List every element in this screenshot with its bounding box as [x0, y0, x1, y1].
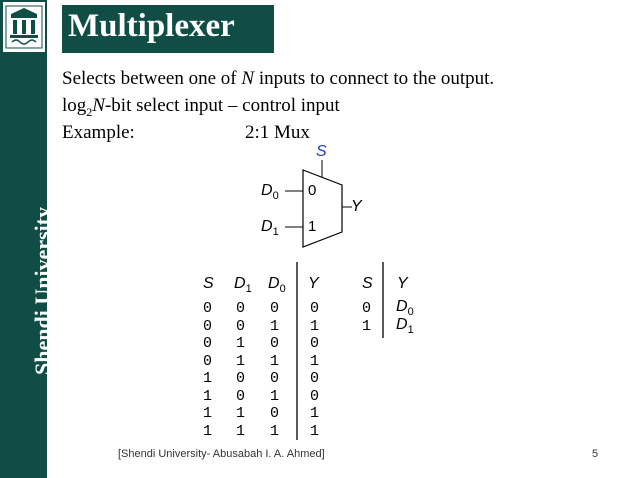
- truth-cell-d1: 0: [236, 300, 246, 317]
- truth-header-d1: $D_1$: [234, 275, 252, 296]
- compact-row-0-s: 0: [362, 300, 372, 317]
- page-number: 5: [592, 448, 599, 460]
- mux-input-1: 1: [308, 218, 317, 235]
- mux-d0-label: $D_0$: [261, 182, 279, 203]
- compact-row-1-s: 1: [362, 318, 372, 335]
- truth-cell-d0: 0: [270, 370, 280, 387]
- compact-header-s: S: [362, 275, 373, 292]
- truth-cell-d0: 0: [270, 300, 280, 317]
- truth-cell-d1: 1: [236, 405, 246, 422]
- truth-cell-y: 0: [310, 335, 320, 352]
- truth-cell-s: 0: [203, 352, 213, 370]
- truth-header-y: Y: [308, 275, 319, 292]
- truth-cell-s: 0: [203, 300, 213, 317]
- truth-cell-d1: 0: [236, 370, 246, 387]
- footer-text: [Shendi University- Abusabah I. A. Ahmed]: [118, 448, 325, 460]
- truth-cell-y: 1: [310, 405, 320, 422]
- line1-var: N: [241, 68, 255, 89]
- truth-cell-d1: 1: [236, 335, 246, 352]
- mux-select-label: S: [316, 143, 327, 160]
- truth-cell-d0: 1: [270, 387, 280, 405]
- truth-header-s: S: [203, 275, 214, 292]
- line3-value: 2:1 Mux: [245, 122, 310, 143]
- compact-row-1-y: $D_1$: [396, 316, 414, 337]
- truth-cell-d0: 1: [270, 352, 280, 370]
- truth-cell-s: 1: [203, 387, 213, 405]
- truth-cell-d1: 0: [236, 387, 246, 405]
- mux-d1-label: $D_1$: [261, 218, 279, 239]
- compact-row-0-y: $D_0$: [396, 298, 414, 319]
- mux-output-label: Y: [351, 198, 362, 215]
- truth-cell-d1: 1: [236, 352, 246, 370]
- truth-cell-d0: 1: [270, 422, 280, 440]
- truth-cell-y: 1: [310, 352, 320, 370]
- truth-cell-y: 1: [310, 422, 320, 440]
- sidebar-title: Shendi University: [30, 206, 55, 375]
- truth-cell-d0: 0: [270, 335, 280, 352]
- truth-cell-y: 0: [310, 300, 320, 317]
- slide-title: Multiplexer: [68, 8, 235, 44]
- compact-header-y: Y: [397, 275, 408, 292]
- line2-sub: 2: [86, 104, 93, 119]
- line2-post: -bit select input – control input: [104, 95, 340, 116]
- truth-cell-y: 0: [310, 370, 320, 387]
- line1-pre: Selects between one of: [62, 68, 242, 89]
- truth-cell-d0: 0: [270, 405, 280, 422]
- mux-input-0: 0: [308, 182, 317, 199]
- truth-cell-d0: 1: [270, 317, 280, 335]
- line2-log: log: [62, 95, 87, 116]
- truth-cell-s: 0: [203, 335, 213, 352]
- truth-cell-s: 1: [203, 370, 213, 387]
- truth-cell-s: 1: [203, 422, 213, 440]
- truth-header-d0: $D_0$: [268, 275, 286, 296]
- truth-cell-s: 0: [203, 317, 213, 335]
- line3-label: Example:: [62, 122, 135, 143]
- truth-cell-d1: 1: [236, 422, 246, 440]
- line2-var: N: [92, 95, 105, 116]
- truth-cell-d1: 0: [236, 317, 246, 335]
- line1-post: inputs to connect to the output.: [254, 68, 495, 89]
- truth-cell-s: 1: [203, 405, 213, 422]
- truth-cell-y: 0: [310, 387, 320, 405]
- truth-cell-y: 1: [310, 317, 320, 335]
